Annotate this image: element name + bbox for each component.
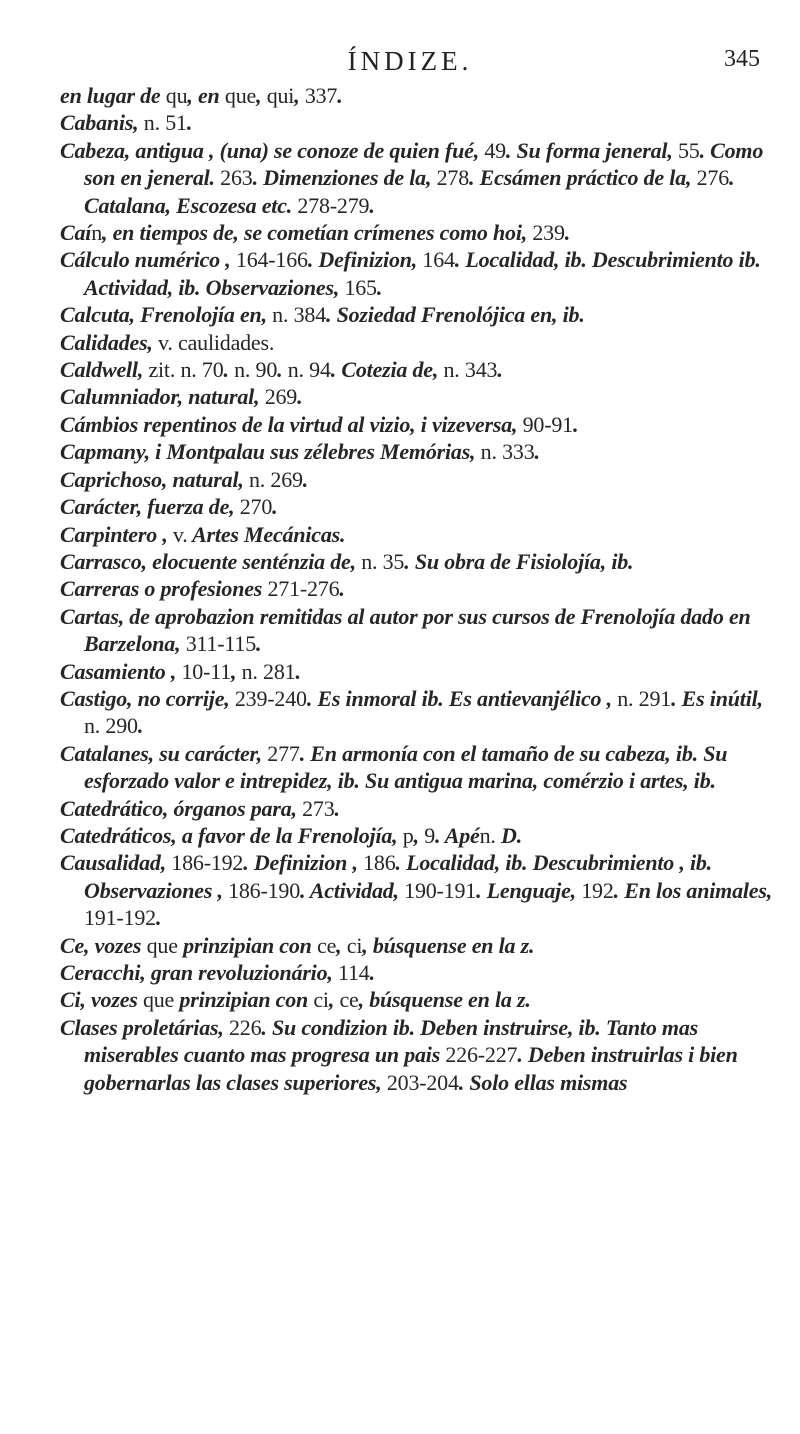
page-number: 345 [724,46,760,72]
index-entry: Cabanis, n. 51. [60,110,193,136]
index-entry: Cálculo numérico , 164-166. Definizion, 164. Localidad, ib. Descubrimiento ib. Actividad, ib. Observaziones, 165. [60,247,761,300]
index-entry: Carreras o profesiones 271-276. [60,576,345,602]
index-entry: Calcuta, Frenolojía en, n. 384. Soziedad Frenolójica en, ib. [60,302,585,328]
page-header [60,46,760,86]
index-entry: Carpintero , v. Artes Mecánicas. [60,521,346,547]
index-entry: Caprichoso, natural, n. 269. [60,466,309,492]
index-entry: Calumniador, natural, 269. [60,384,303,410]
index-entry: Calidades, v. caulidades. [60,329,275,355]
index-entry: Catalanes, su carácter, 277. En armonía con el tamaño de su cabeza, ib. Su esforzado valor e intrepidez, ib. Su antigua marina, comérzio i artes, ib. [60,740,728,794]
index-entry: Catedrático, órganos para, 273. [60,795,340,821]
index-entry: Cámbios repentinos de la virtud al vizio, i vizeversa, 90-91. [60,411,579,437]
index-entry: Clases proletárias, 226. Su condizion ib. Deben instruirse, ib. Tanto mas miserables cuanto mas progresa un pais 226-227. Deben instruirlas i bien gobernarlas las clases superiores, 203-204. Solo ellas mismas [60,1014,738,1095]
index-entry: Capmany, i Montpalau sus zélebres Memórias, n. 333. [60,439,540,465]
index-entry: Causalidad, 186-192. Definizion , 186. Localidad, ib. Descubrimiento , ib. Observaziones , 186-190. Actividad, 190-191. Lenguaje, 192. En los animales, 191-192. [60,850,773,931]
index-entry: en lugar de qu, en que, qui, 337. [60,83,343,108]
index-entry: Ce, vozes que prinzipian con ce, ci, búsquense en la z. [60,932,535,958]
page-title: ÍNDIZE. [347,46,473,76]
index-entry: Casamiento , 10-11, n. 281. [60,658,301,684]
index-entry: Ceracchi, gran revoluzionário, 114. [60,960,375,985]
index-entry: Ci, vozes que prinzipian con ci, ce, búsquense en la z. [60,987,531,1013]
index-entry: Carácter, fuerza de, 270. [60,494,278,520]
index-entry: Cabeza, antigua , (una) se conoze de quien fué, 49. Su forma jeneral, 55. Como son en jeneral. 263. Dimenziones de la, 278. Ecsámen práctico de la, 276. Catalana, Escozesa etc. 278-279. [60,137,764,218]
index-entry: Catedráticos, a favor de la Frenolojía, p, 9. Apén. D. [60,822,523,848]
index-entries [60,82,782,1096]
index-entry: Caldwell, zit. n. 70. n. 90. n. 94. Cotezia de, n. 343. [60,357,503,383]
index-entry: Caín, en tiempos de, se cometían crímenes como hoi, 239. [60,220,571,246]
index-entry: Castigo, no corrije, 239-240. Es inmoral ib. Es antievanjélico , n. 291. Es inútil, n. 290. [60,685,763,739]
index-entry: Cartas, de aprobazion remitidas al autor por sus cursos de Frenolojía dado en Barzelona, 311-115. [60,603,751,657]
index-entry: Carrasco, elocuente senténzia de, n. 35. Su obra de Fisiolojía, ib. [60,548,634,574]
